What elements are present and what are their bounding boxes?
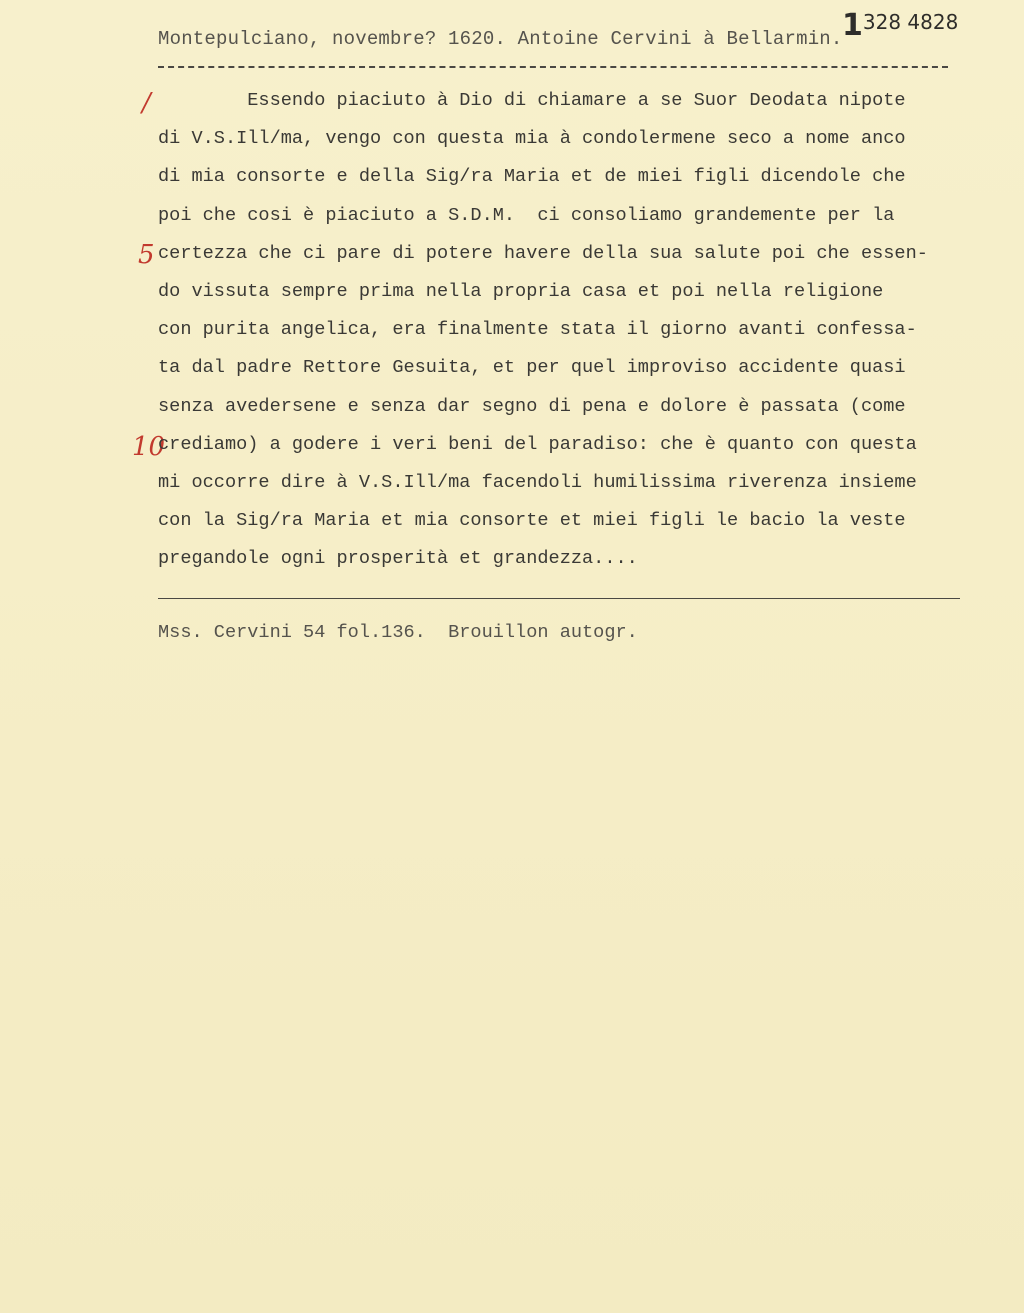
letter-line: senza avedersene e senza dar segno di pena e dolore è passata (come: [158, 395, 906, 417]
document-header: Montepulciano, novembre? 1620. Antoine Cervini à Bellarmin.: [158, 28, 843, 50]
margin-mark-line-10: 10: [132, 432, 166, 462]
letter-line: do vissuta sempre prima nella propria casa et poi nella religione: [158, 280, 884, 302]
source-citation: Mss. Cervini 54 fol.136. Brouillon autogr.: [158, 622, 638, 643]
reference-number-rest: 328 4828: [862, 10, 959, 34]
letter-line: ta dal padre Rettore Gesuita, et per quel improviso accidente quasi: [158, 357, 906, 379]
letter-line: pregandole ogni prosperità et grandezza....: [158, 548, 638, 570]
reference-number-initial: 1: [842, 8, 863, 43]
letter-line: di mia consorte e della Sig/ra Maria et de miei figli dicendole che: [158, 166, 906, 188]
letter-line: Essendo piaciuto à Dio di chiamare a se Suor Deodata nipote: [158, 90, 906, 111]
letter-line: con la Sig/ra Maria et mia consorte et miei figli le bacio la veste: [158, 510, 906, 532]
footer-divider: [158, 598, 960, 599]
letter-line: di V.S.Ill/ma, vengo con questa mia à condolermene seco a nome anco: [158, 128, 906, 150]
margin-mark-line-5: 5: [138, 240, 155, 270]
letter-line: mi occorre dire à V.S.Ill/ma facendoli humilissima riverenza insieme: [158, 471, 917, 493]
letter-line: poi che cosi è piaciuto a S.D.M. ci consoliamo grandemente per la: [158, 204, 895, 226]
archive-reference-number: [842, 8, 958, 43]
header-divider: [158, 66, 948, 68]
letter-line: con purita angelica, era finalmente stata il giorno avanti confessa-: [158, 319, 917, 341]
letter-line: crediamo) a godere i veri beni del paradiso: che è quanto con questa: [158, 433, 917, 455]
margin-mark-line-1: /: [142, 88, 151, 118]
letter-line: certezza che ci pare di potere havere della sua salute poi che essen-: [158, 242, 928, 264]
letter-body: [158, 82, 978, 578]
